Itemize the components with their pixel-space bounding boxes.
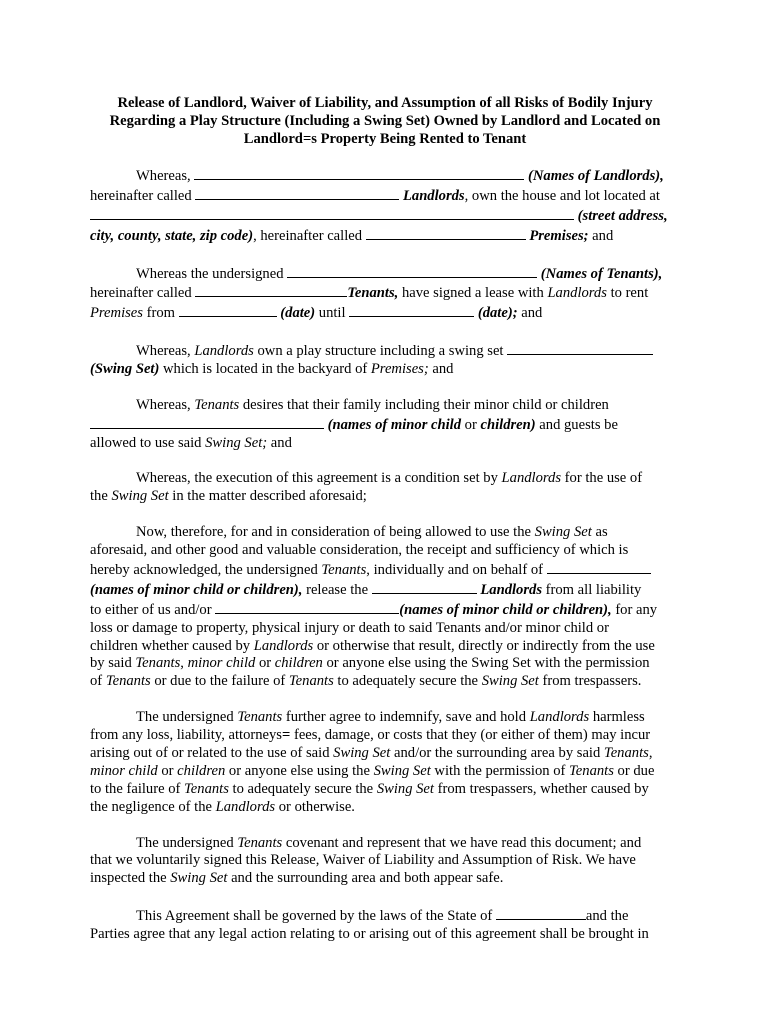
- text-run: =: [302, 131, 312, 147]
- text-line: [90, 264, 690, 284]
- text-line: [90, 397, 690, 415]
- text-run: (names of minor child: [324, 416, 462, 433]
- text-run: from trespassers, whether caused by: [433, 780, 649, 797]
- text-line: [90, 283, 690, 303]
- text-run: ,: [180, 655, 188, 672]
- text-run: desires that their family including their minor child or children: [239, 396, 609, 413]
- paragraph-tenants: [90, 264, 690, 324]
- blank-tenants[interactable]: [195, 283, 347, 297]
- text-run: Tenants: [135, 655, 181, 672]
- text-run: release the: [302, 581, 372, 598]
- document-body: [90, 166, 690, 962]
- text-run: and: [588, 227, 614, 244]
- text-line: [90, 580, 690, 600]
- text-line: that we voluntarily signed this Release, Waiver of Liability and Assumption of Risk. We have: [90, 852, 636, 869]
- text-run: for any: [611, 601, 658, 618]
- text-run: (date): [276, 305, 316, 322]
- text-run: which is located in the backyard of: [159, 361, 371, 378]
- text-run: Whereas,: [136, 396, 195, 413]
- text-run: children): [480, 416, 536, 433]
- text-run: as: [591, 524, 608, 541]
- text-run: and the: [585, 908, 629, 925]
- text-run: Whereas,: [136, 343, 195, 360]
- text-run: by said: [90, 655, 136, 672]
- blank-names-of-minor-child[interactable]: [90, 415, 324, 429]
- blank-swing-set[interactable]: [507, 341, 653, 355]
- text-line: [90, 727, 690, 745]
- text-line: [90, 186, 690, 206]
- text-line: [90, 673, 690, 691]
- text-line: [90, 206, 690, 226]
- text-run: Landlords: [476, 581, 542, 598]
- text-run: Whereas, the execution of this agreement is a condition set by: [136, 470, 502, 487]
- text-line: [90, 166, 690, 186]
- text-run: s Property Being Rented to Tenant: [311, 131, 527, 147]
- text-run: children whether caused by: [90, 637, 254, 654]
- text-run: Landlords: [399, 187, 465, 204]
- text-run: to either of us and/or: [90, 601, 216, 618]
- text-run: from trespassers.: [538, 673, 642, 690]
- text-line: [90, 638, 690, 656]
- paragraph-condition: [90, 470, 690, 506]
- text-line: [90, 226, 690, 246]
- text-run: the negligence of the: [90, 798, 216, 815]
- text-run: further agree to indemnify, save and hold: [282, 709, 530, 726]
- text-line: [90, 781, 690, 799]
- text-line: [90, 435, 690, 453]
- text-line: [90, 655, 690, 673]
- text-run: and: [428, 361, 454, 378]
- text-run: Swing Set;: [205, 434, 268, 451]
- text-line: Parties agree that any legal action relating to or arising out of this agreement shall be brought in: [90, 926, 649, 943]
- text-run: or due to the failure of: [150, 673, 289, 690]
- text-run: (Names of Landlords),: [524, 168, 664, 184]
- text-run: children: [177, 762, 226, 779]
- text-run: and: [267, 434, 292, 451]
- text-run: (names of minor child or children),: [399, 601, 612, 618]
- text-run: (Names of Tenants),: [537, 265, 663, 282]
- text-run: from all liability: [542, 581, 642, 598]
- text-run: Tenants: [569, 762, 614, 779]
- text-line: [90, 361, 690, 379]
- text-run: or otherwise.: [275, 798, 355, 815]
- paragraph-landlords: [90, 166, 690, 246]
- text-run: (names of minor child or children),: [90, 581, 303, 598]
- paragraph-governing-law: [90, 906, 690, 944]
- text-run: Now, therefore, for and in consideration of being allowed to use the: [136, 524, 535, 541]
- document-title: [90, 94, 680, 148]
- text-line: [90, 799, 690, 817]
- text-line: [90, 906, 690, 926]
- text-run: the: [90, 488, 112, 505]
- text-run: with the permission of: [430, 762, 570, 779]
- text-run: Swing Set: [170, 870, 228, 887]
- text-run: and: [517, 305, 543, 322]
- text-line: loss or damage to property, physical injury or death to said Tenants and/or minor child or: [90, 619, 609, 636]
- text-run: to the failure of: [90, 780, 185, 797]
- text-run: or: [157, 762, 178, 779]
- text-run: Swing Set: [376, 780, 434, 797]
- text-run: covenant and represent that we have read this document; and: [282, 834, 642, 851]
- blank-until-date[interactable]: [349, 303, 474, 317]
- paragraph-minor-children: [90, 397, 690, 453]
- text-run: Landlords: [529, 709, 590, 726]
- blank-on-behalf-of[interactable]: [547, 560, 651, 574]
- text-run: until: [315, 305, 350, 322]
- text-run: ,: [648, 745, 653, 761]
- blank-names-of-landlords[interactable]: [194, 166, 524, 180]
- text-run: The undersigned: [136, 709, 238, 726]
- text-run: children: [274, 655, 323, 672]
- text-run: to rent: [606, 285, 649, 302]
- text-run: Whereas the undersigned: [136, 265, 288, 282]
- text-line: [90, 341, 690, 361]
- text-run: Tenants: [194, 396, 240, 413]
- blank-state[interactable]: [496, 906, 586, 920]
- blank-names-of-tenants[interactable]: [287, 264, 537, 278]
- text-line: [90, 470, 690, 488]
- text-line: [90, 709, 690, 727]
- text-run: hereinafter called: [90, 187, 196, 204]
- text-run: and guests be: [535, 416, 618, 433]
- text-run: Premises;: [525, 227, 589, 244]
- text-run: Swing Set: [373, 762, 431, 779]
- text-run: (Swing Set): [90, 361, 160, 378]
- text-run: Landlords: [501, 470, 562, 487]
- text-run: minor child: [187, 655, 256, 672]
- text-run: Swing Set: [111, 488, 169, 505]
- text-line: [90, 415, 690, 435]
- text-line: [90, 763, 690, 781]
- text-run: to adequately secure the: [228, 780, 377, 797]
- text-run: (date);: [474, 305, 518, 322]
- text-run: of: [90, 673, 106, 690]
- text-run: from any loss, liability, attorneys: [90, 727, 282, 744]
- text-run: or: [255, 655, 275, 672]
- blank-street-address[interactable]: [90, 206, 574, 220]
- text-run: or otherwise that result, directly or indirectly from the use: [313, 637, 655, 654]
- text-run: fees, damage, or costs that they (or either of them) may incur: [290, 727, 651, 744]
- text-run: Tenants: [184, 780, 229, 797]
- text-run: Swing Set: [333, 745, 391, 761]
- text-run: inspected the: [90, 870, 171, 887]
- text-run: have signed a lease with: [398, 285, 548, 302]
- paragraph-release: [90, 524, 690, 691]
- text-run: Landlords: [194, 343, 254, 360]
- text-line: [90, 488, 690, 506]
- title-line: Regarding a Play Structure (Including a Swing Set) Owned by Landlord and Located on: [109, 113, 661, 129]
- text-line: [90, 870, 690, 888]
- text-run: to adequately secure the: [333, 673, 482, 690]
- text-run: Whereas,: [136, 168, 195, 184]
- text-run: arising out of or related to the use of said: [90, 745, 334, 761]
- text-run: Tenants: [237, 834, 283, 851]
- text-line: [90, 524, 690, 542]
- text-run: , own the house and lot located at: [464, 187, 660, 204]
- text-run: Landlord: [243, 131, 303, 147]
- text-run: Tenants: [237, 709, 283, 726]
- text-run: , individually and on behalf of: [366, 561, 547, 578]
- text-line: [90, 600, 690, 620]
- blank-names-of-minor-children[interactable]: [215, 600, 399, 614]
- text-run: Tenants,: [347, 285, 399, 302]
- text-run: Landlords: [253, 637, 314, 654]
- text-run: hereby acknowledged, the undersigned: [90, 561, 322, 578]
- blank-landlords[interactable]: [195, 186, 399, 200]
- text-run: from: [142, 305, 179, 322]
- blank-from-date[interactable]: [179, 303, 277, 317]
- blank-premises[interactable]: [366, 226, 526, 240]
- text-run: for the use of: [561, 470, 643, 487]
- text-run: , hereinafter called: [253, 227, 366, 244]
- text-run: hereinafter called: [90, 285, 196, 302]
- text-line: aforesaid, and other good and valuable consideration, the receipt and sufficiency of which is: [90, 542, 629, 559]
- text-run: in the matter described aforesaid;: [168, 488, 367, 505]
- text-run: city, county, state, zip code): [90, 227, 254, 244]
- paragraph-indemnify: [90, 709, 690, 816]
- text-run: harmless: [589, 709, 645, 726]
- text-run: Tenants: [105, 673, 151, 690]
- text-run: Swing Set: [534, 524, 592, 541]
- text-run: or due: [613, 762, 655, 779]
- text-run: Landlords: [215, 798, 276, 815]
- title-line: [90, 130, 680, 148]
- text-run: (street address,: [574, 207, 668, 224]
- text-run: Landlords: [547, 285, 607, 302]
- text-line: [90, 745, 690, 763]
- text-run: Tenants: [603, 745, 649, 761]
- text-line: [90, 303, 690, 323]
- text-run: The undersigned: [136, 834, 238, 851]
- text-run: or anyone else using the Swing Set with the permission: [322, 655, 650, 672]
- text-run: minor child: [90, 762, 158, 779]
- text-run: own a play structure including a swing set: [253, 343, 508, 360]
- paragraph-swing-set: [90, 341, 690, 379]
- text-run: Premises;: [370, 361, 429, 378]
- text-run: Swing Set: [481, 673, 539, 690]
- text-run: Premises: [90, 305, 143, 322]
- text-run: allowed to use said: [90, 434, 206, 451]
- text-run: Tenants: [288, 673, 334, 690]
- text-run: and the surrounding area and both appear safe.: [227, 870, 504, 887]
- text-run: Tenants: [321, 561, 367, 578]
- text-run: or: [461, 416, 481, 433]
- paragraph-covenant: [90, 835, 690, 889]
- text-line: [90, 560, 690, 580]
- text-run: and/or the surrounding area by said: [390, 745, 604, 761]
- text-run: =: [281, 727, 291, 744]
- text-line: [90, 835, 690, 853]
- title-line: Release of Landlord, Waiver of Liability, and Assumption of all Risks of Bodily Injury: [117, 95, 653, 111]
- text-run: This Agreement shall be governed by the laws of the State of: [136, 908, 496, 925]
- blank-release-landlords[interactable]: [372, 580, 477, 594]
- text-run: or anyone else using the: [225, 762, 374, 779]
